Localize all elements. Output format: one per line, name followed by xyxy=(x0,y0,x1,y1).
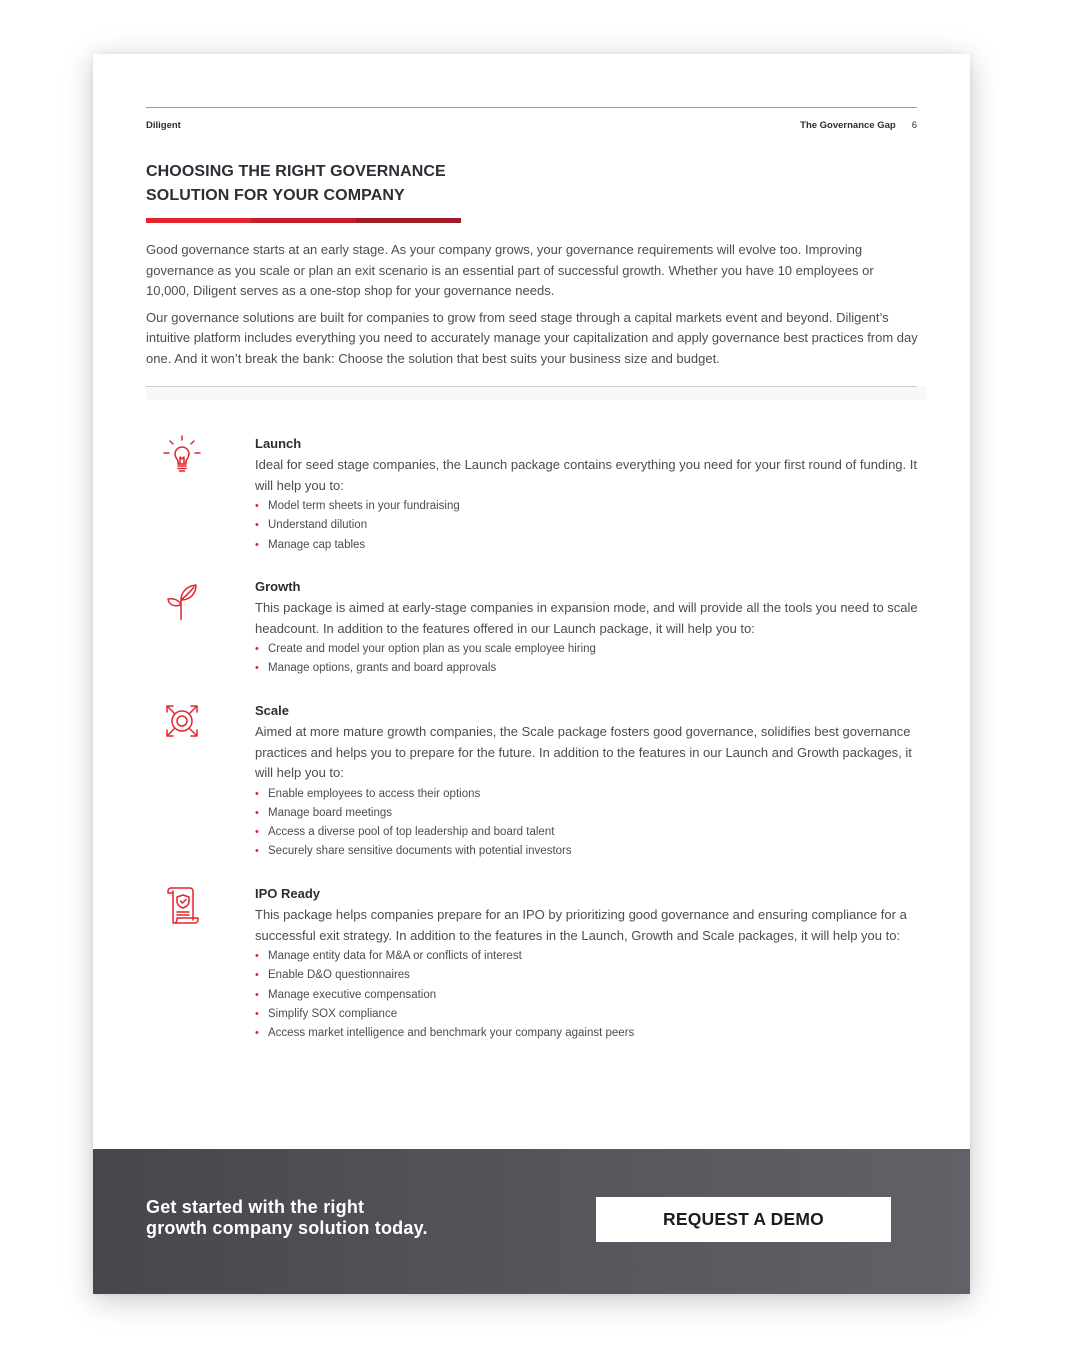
feature-list xyxy=(255,640,919,678)
intro-paragraph: Our governance solutions are built for companies to grow from seed stage through a capital markets event and beyond. Diligent’s intuitive platform includes everything you need to accurately manage your capitalization and apply governance best practices from day one. And it won’t break the bank: Choose the solution that best suits your business size and budget. xyxy=(146,309,918,366)
divider-band xyxy=(146,387,927,400)
section-title-line: CHOOSING THE RIGHT GOVERNANCE xyxy=(146,163,446,180)
document-page xyxy=(93,54,970,1294)
list-item: • Manage cap tables xyxy=(255,538,366,551)
list-item: • Manage options, grants and board approvals xyxy=(255,662,497,675)
header-rule xyxy=(146,107,917,108)
list-item: • Manage executive compensation xyxy=(255,988,437,1001)
section-title xyxy=(146,160,506,208)
package-body xyxy=(255,436,919,555)
intro-paragraph: Good governance starts at an early stage. As your company grows, your governance requirements will evolve too. Improving governance as you scale or plan an exit scenario is an essential part of successful growth. Whether you have 10 employees or 10,000, Diligent serves as a one-stop shop for your governance needs. xyxy=(146,242,874,299)
package-description: This package helps companies prepare for an IPO by prioritizing good governance and ensuring compliance for a successful exit strategy. In addition to the features in the Launch, Growth and Scale packages, it will help you to: xyxy=(255,907,907,943)
shield-scroll-icon xyxy=(161,885,203,927)
feature-list xyxy=(255,785,919,862)
package-name: Launch xyxy=(255,436,302,451)
list-item: • Access market intelligence and benchmark your company against peers xyxy=(255,1027,635,1039)
cta-banner xyxy=(93,1149,970,1294)
package-body xyxy=(255,886,919,1043)
cta-text-line: growth company solution today. xyxy=(146,1218,428,1238)
accent-segment xyxy=(356,218,461,223)
list-item: • Create and model your option plan as you scale employee hiring xyxy=(255,643,596,656)
page-number: 6 xyxy=(911,120,917,131)
package-description: Aimed at more mature growth companies, the Scale package fosters good governance, solidifies best governance practices and helps you to prepare for the future. In addition to the features in our Launch and Growth packages, it will help you to: xyxy=(255,724,912,781)
header-doc-info xyxy=(800,120,917,131)
request-demo-button[interactable]: REQUEST A DEMO xyxy=(596,1197,891,1242)
accent-segment xyxy=(146,218,251,223)
list-item: • Enable employees to access their options xyxy=(255,787,481,800)
package-description: This package is aimed at early-stage companies in expansion mode, and will provide all the tools you need to scale headcount. In addition to the features offered in our Launch package, it will help you to: xyxy=(255,600,918,636)
cta-text xyxy=(146,1197,428,1239)
intro-text xyxy=(146,240,920,376)
list-item: • Model term sheets in your fundraising xyxy=(255,500,460,513)
package-body xyxy=(255,703,919,862)
package-name: IPO Ready xyxy=(255,886,321,901)
sprout-icon xyxy=(161,578,203,620)
list-item: • Securely share sensitive documents with potential investors xyxy=(255,845,572,858)
list-item: • Manage entity data for M&A or conflicts of interest xyxy=(255,950,522,963)
list-item: • Manage board meetings xyxy=(255,806,393,819)
list-item: • Understand dilution xyxy=(255,519,368,532)
header-brand: Diligent xyxy=(146,120,181,131)
package-name: Scale xyxy=(255,703,289,718)
list-item: • Access a diverse pool of top leadership and board talent xyxy=(255,826,555,839)
list-item: • Simplify SOX compliance xyxy=(255,1007,398,1020)
expand-target-icon xyxy=(161,701,203,743)
header-doc-title: The Governance Gap xyxy=(800,120,896,131)
lightbulb-icon xyxy=(161,434,203,476)
title-accent-bar xyxy=(146,218,461,223)
list-item: • Enable D&O questionnaires xyxy=(255,969,410,982)
feature-list xyxy=(255,947,919,1043)
accent-segment xyxy=(251,218,356,223)
package-description: Ideal for seed stage companies, the Launch package contains everything you need for your first round of funding. It will help you to: xyxy=(255,457,917,493)
cta-text-line: Get started with the right xyxy=(146,1197,365,1217)
feature-list xyxy=(255,497,919,555)
section-title-line: SOLUTION FOR YOUR COMPANY xyxy=(146,187,405,204)
package-name: Growth xyxy=(255,579,301,594)
package-body xyxy=(255,579,919,679)
